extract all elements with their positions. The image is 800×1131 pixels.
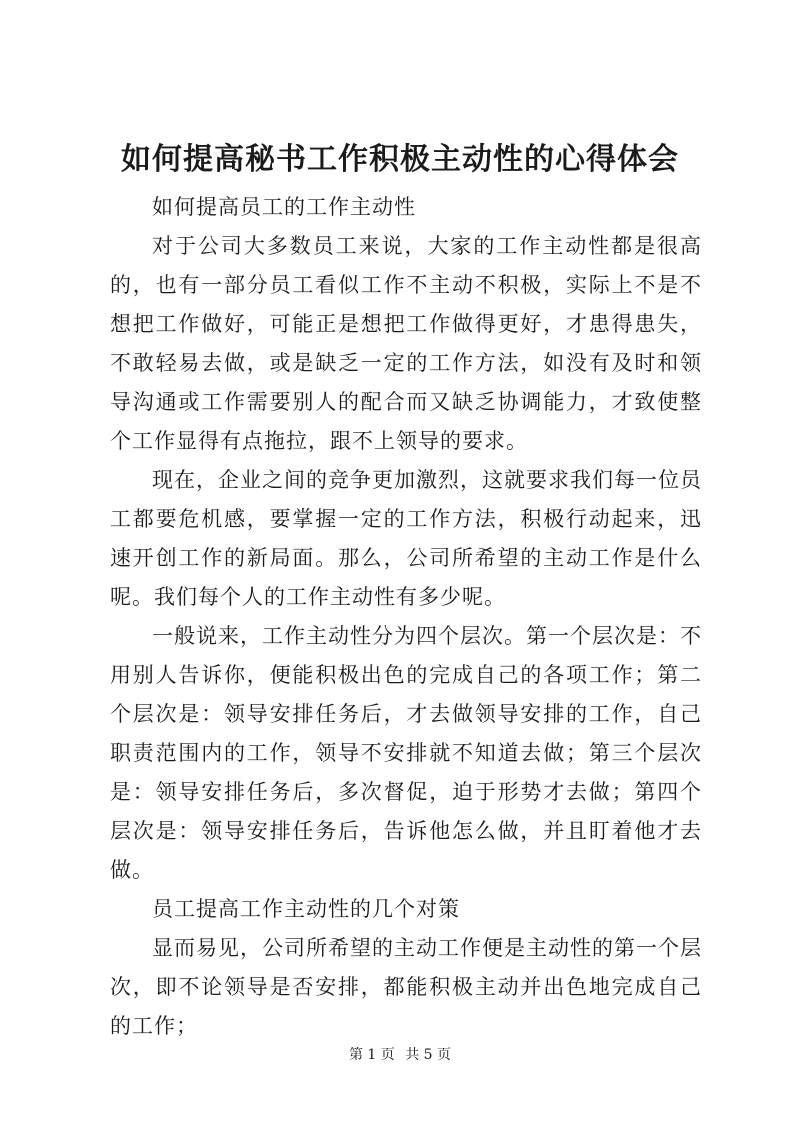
total-pages: 共 5 页	[405, 1047, 452, 1063]
paragraph-3: 一般说来，工作主动性分为四个层次。第一个层次是：不用别人告诉你，便能积极出色的完成自己的各项工作；第二个层次是：领导安排任务后，才去做领导安排的工作，自己职责范围内的工作，领导不安排就不知道去做；第三个层次是：领导安排任务后，多次督促，迫于形势才去做；第四个层次是：领导安排任务后，告诉他怎么做，并且盯着他才去做。	[110, 624, 702, 882]
document-title: 如何提高秘书工作积极主动性的心得体会	[121, 142, 679, 177]
page-footer	[0, 1045, 800, 1065]
paragraph-1: 对于公司大多数员工来说，大家的工作主动性都是很高的，也有一部分员工看似工作不主动不积极，实际上不是不想把工作做好，可能正是想把工作做得更好，才患得患失，不敢轻易去做，或是缺乏一定的工作方法，如没有及时和领导沟通或工作需要别人的配合而又缺乏协调能力，才致使整个工作显得有点拖拉，跟不上领导的要求。	[110, 234, 702, 453]
paragraph-4: 显而易见，公司所希望的主动工作便是主动性的第一个层次，即不论领导是否安排，都能积极主动并出色地完成自己的工作；	[110, 936, 702, 1038]
paragraph-2: 现在，企业之间的竞争更加激烈，这就要求我们每一位员工都要危机感，要掌握一定的工作方法，积极行动起来，迅速开创工作的新局面。那么，公司所希望的主动工作是什么呢。我们每个人的工作主动性有多少呢。	[110, 468, 702, 609]
section-heading-1: 如何提高员工的工作主动性	[152, 195, 416, 219]
document-body	[110, 188, 702, 1046]
page-number: 第 1 页	[348, 1047, 395, 1063]
section-heading-2: 员工提高工作主动性的几个对策	[152, 897, 460, 921]
